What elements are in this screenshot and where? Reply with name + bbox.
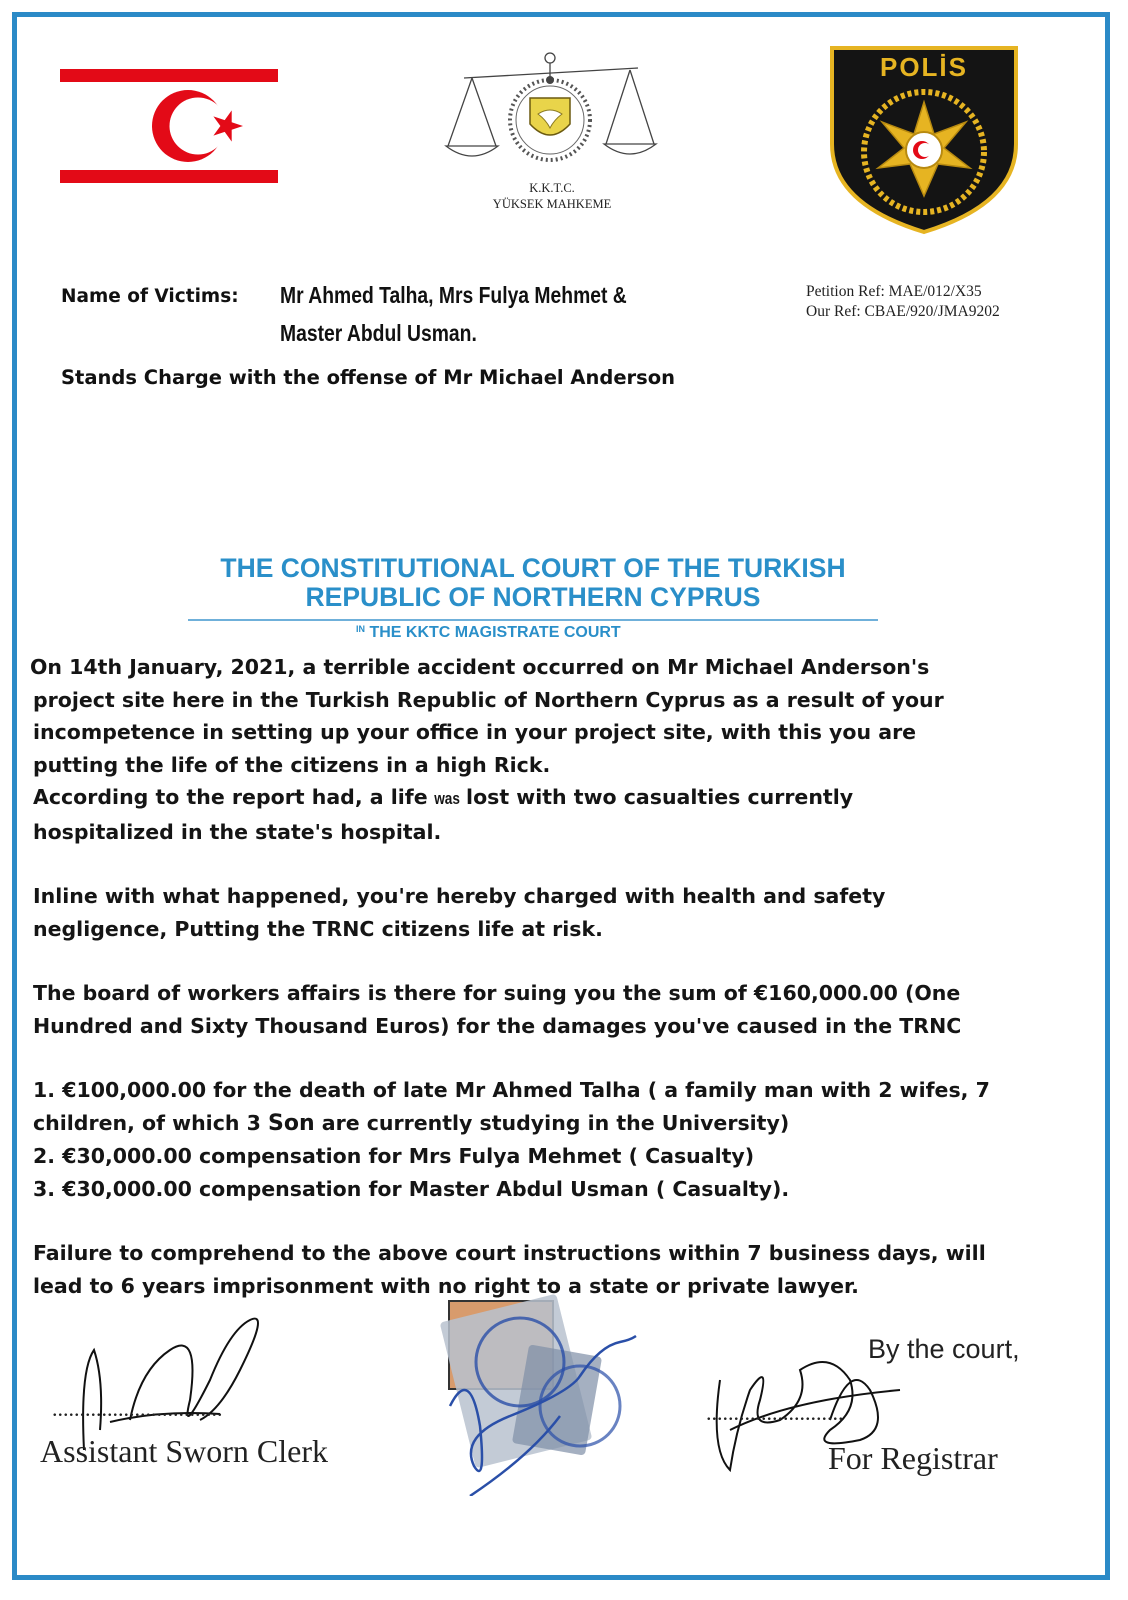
body-fragment: According to the report had, a life (33, 785, 428, 809)
body-line: project site here in the Turkish Republic of Northern Cyprus as a result of your (33, 687, 944, 712)
body-line: Inline with what happened, you're hereby charged with health and safety (33, 884, 886, 908)
trnc-flag (60, 66, 278, 186)
body-line: lead to 6 years imprisonment with no right to a state or private lawyer. (33, 1273, 859, 1298)
clerk-dots: ............................... (52, 1396, 223, 1421)
victims-names-line1: Mr Ahmed Talha, Mrs Fulya Mehmet & (280, 282, 627, 308)
body-line: The board of workers affairs is there for suing you the sum of €160,000.00 (One (33, 981, 961, 1005)
reference-block (806, 282, 1000, 322)
polis-label: POLİS (879, 52, 968, 82)
victims-names-line2: Master Abdul Usman. (280, 320, 477, 346)
body-fragment: lost with two casualties currently (466, 785, 854, 809)
body-line: hospitalized in the state's hospital. (33, 819, 442, 844)
mahkeme-line2: YÜKSEK MAHKEME (492, 197, 612, 211)
body-line: On 14th January, 2021, a terrible accident occurred on Mr Michael Anderson's (30, 655, 930, 679)
body-line: putting the life of the citizens in a high Rick. (33, 752, 551, 777)
court-title (160, 554, 906, 612)
victims-label: Name of Victims: (61, 286, 239, 307)
body-line (30, 781, 1090, 816)
body-line: Hundred and Sixty Thousand Euros) for the damages you've caused in the TRNC (33, 1013, 962, 1038)
body-line: negligence, Putting the TRNC citizens life at risk. (33, 916, 603, 941)
body-fragment-son: Son (268, 1110, 315, 1136)
registrar-title: For Registrar (828, 1440, 998, 1476)
court-title-line1: THE CONSTITUTIONAL COURT OF THE TURKISH (220, 553, 846, 583)
mahkeme-line1: K.K.T.C. (529, 181, 575, 195)
body-fragment-was: was (433, 789, 460, 808)
body-line: Failure to comprehend to the above court instructions within 7 business days, will (33, 1241, 986, 1265)
court-subtitle-text: THE KKTC MAGISTRATE COURT (369, 624, 621, 641)
petition-ref: Petition Ref: MAE/012/X35 (806, 283, 982, 300)
charge-statement: Stands Charge with the offense of Mr Michael Anderson (61, 366, 676, 389)
by-the-court: By the court, (868, 1334, 1020, 1364)
court-subtitle-prefix: IN (356, 624, 365, 634)
supreme-court-caption (470, 180, 634, 212)
list-item (30, 1107, 1090, 1141)
court-subtitle (356, 624, 621, 642)
registrar-dots: ......................... (706, 1400, 844, 1425)
list-item: 2. €30,000.00 compensation for Mrs Fulya Mehmet ( Casualty) (33, 1144, 755, 1168)
court-divider (188, 619, 878, 621)
body-fragment: children, of which 3 (33, 1110, 261, 1135)
list-item: 1. €100,000.00 for the death of late Mr Ahmed Talha ( a family man with 2 wifes, 7 (33, 1078, 990, 1102)
charge-body (30, 651, 1090, 1302)
list-item: 3. €30,000.00 compensation for Master Abdul Usman ( Casualty). (33, 1176, 790, 1201)
body-fragment: are currently studying in the University) (321, 1110, 790, 1135)
scales-of-justice-emblem (442, 48, 662, 178)
clerk-title: Assistant Sworn Clerk (40, 1433, 328, 1469)
our-ref: Our Ref: CBAE/920/JMA9202 (806, 303, 1000, 320)
stamp-signature (430, 1296, 670, 1496)
court-title-line2: REPUBLIC OF NORTHERN CYPRUS (305, 582, 761, 612)
body-line: incompetence in setting up your office in your project site, with this you are (33, 720, 917, 744)
